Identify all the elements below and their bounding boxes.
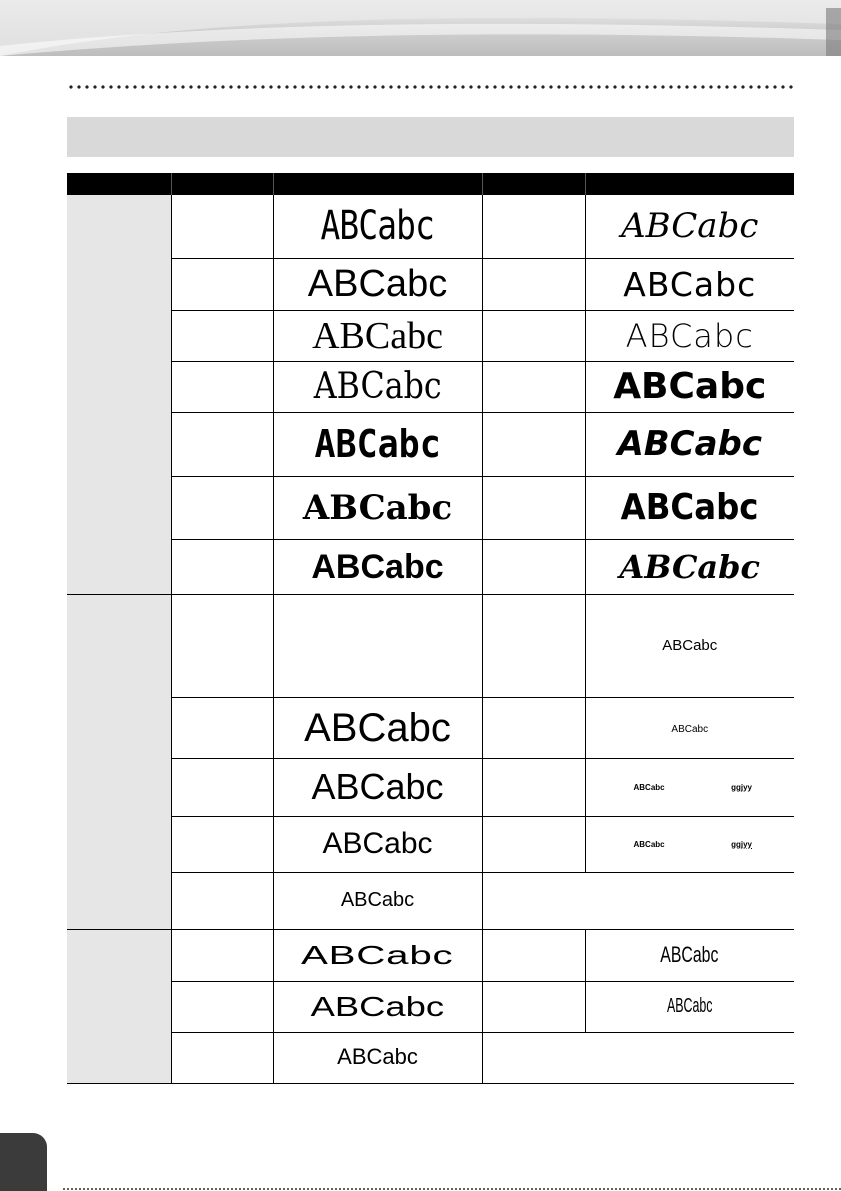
table-header-row: [67, 173, 794, 195]
font-sample: ABCabc: [662, 636, 718, 654]
font-sample: ggjyy: [731, 839, 752, 849]
category-cell-font: [67, 195, 171, 594]
font-sample: ABCabc: [667, 995, 713, 1017]
category-cell-width: [67, 929, 171, 1083]
bottom-dotted-rule: [62, 1187, 841, 1191]
page-number-tab: [0, 1133, 47, 1191]
font-style-table: [67, 173, 794, 1084]
font-sample: ABCabc: [613, 365, 767, 407]
font-sample: ABCabc: [311, 547, 444, 586]
table-row: [67, 872, 794, 929]
section-title-bar: [67, 117, 794, 157]
font-sample: ABCabc: [304, 705, 451, 750]
table-row: [67, 758, 794, 816]
font-sample: ABCabc: [660, 941, 719, 967]
font-sample: ABCabc: [312, 314, 443, 357]
table-row: [67, 1032, 794, 1083]
table-row: [67, 697, 794, 758]
dotted-rule: [67, 84, 794, 90]
header-swoosh-graphic: [0, 0, 841, 56]
header-cell: [482, 173, 585, 195]
font-sample: ABCabc: [313, 365, 442, 407]
font-sample: ABCabc: [337, 1044, 418, 1069]
table-row: [67, 195, 794, 258]
font-sample: ABCabc: [619, 547, 761, 586]
font-sample: ABCabc: [671, 723, 709, 735]
table-row: [67, 981, 794, 1032]
font-sample: ABCabc: [320, 203, 435, 250]
table-row: [67, 594, 794, 697]
font-sample: ABCabc: [340, 889, 415, 911]
font-sample: ggjyy: [731, 782, 752, 792]
font-sample: ABCabc: [633, 839, 665, 849]
font-sample: ABCabc: [311, 766, 444, 807]
sample-pair: [586, 840, 795, 849]
table-row: [67, 258, 794, 310]
header-cell: [171, 173, 273, 195]
table-row: [67, 361, 794, 412]
table-row: [67, 539, 794, 594]
sample-pair: [586, 783, 795, 792]
font-sample: ABCabc: [307, 263, 448, 305]
font-sample: ABCabc: [314, 422, 441, 466]
header-cell: [585, 173, 794, 195]
font-sample: ABCabc: [625, 316, 754, 355]
table-row: [67, 412, 794, 476]
font-sample: ABCabc: [617, 424, 763, 464]
table-row: [67, 476, 794, 539]
font-sample: ABCabc: [302, 487, 453, 528]
header-cell: [67, 173, 171, 195]
font-sample: ABCabc: [621, 206, 759, 247]
font-sample: ABCabc: [301, 939, 454, 970]
font-sample: ABCabc: [620, 486, 759, 528]
font-sample: ABCabc: [633, 782, 665, 792]
page-header-band: [0, 0, 841, 56]
category-cell-size: [67, 594, 171, 929]
table-row: [67, 929, 794, 981]
font-sample: ABCabc: [322, 827, 433, 860]
font-sample: ABCabc: [623, 264, 757, 304]
table-row: [67, 816, 794, 872]
font-sample: ABCabc: [310, 990, 445, 1022]
table-row: [67, 310, 794, 361]
header-cell: [273, 173, 482, 195]
